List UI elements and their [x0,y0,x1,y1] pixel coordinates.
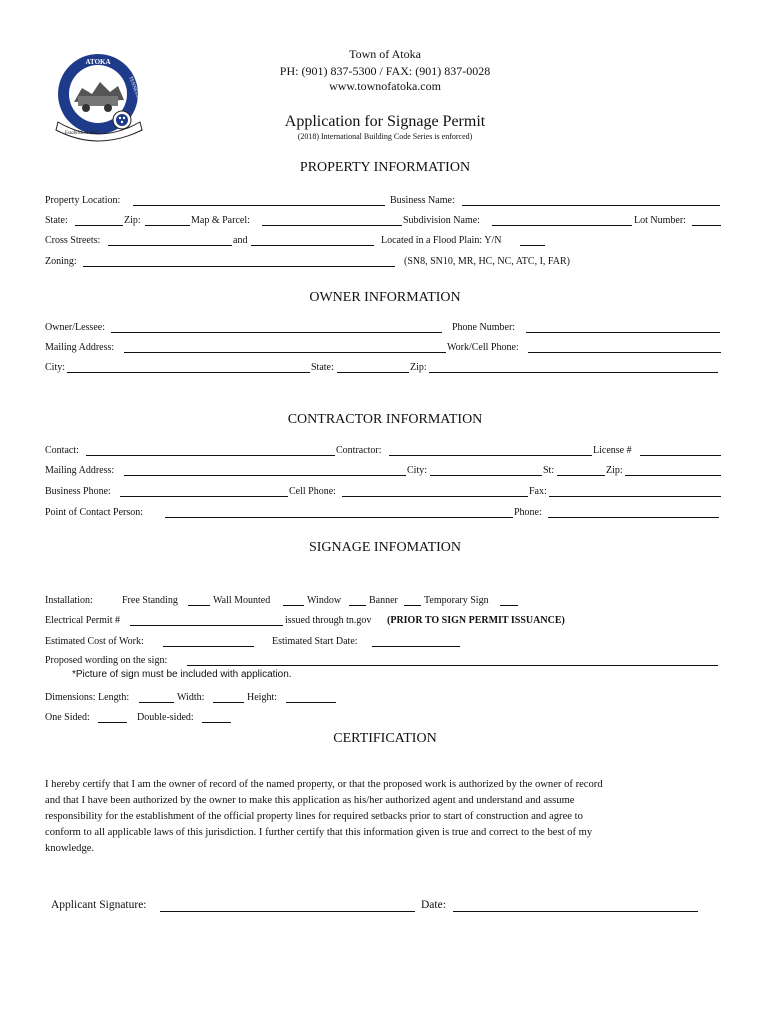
owner-city-field[interactable] [67,362,310,373]
estimated-cost-label: Estimated Cost of Work: [45,636,144,647]
zoning-label: Zoning: [45,256,77,267]
contact-phone-label: Phone: [514,507,542,518]
owner-mailing-label: Mailing Address: [45,342,115,353]
window-field[interactable] [349,595,366,606]
owner-zip-label: Zip: [410,362,427,373]
section-certification-heading: CERTIFICATION [333,731,437,746]
contact-field[interactable] [86,445,335,456]
fax-label: Fax: [529,486,547,497]
banner-field[interactable] [404,595,421,606]
estimated-cost-field[interactable] [163,636,254,647]
page-subtitle: (2018) International Building Code Series is enforced) [297,132,473,141]
business-name-label: Business Name: [390,195,455,206]
logo-top-text: ATOKA [85,58,111,66]
dimensions-length-label: Dimensions: Length: [45,692,130,703]
map-parcel-label: Map & Parcel: [191,215,250,226]
flood-plain-field[interactable] [520,235,545,246]
window-label: Window [307,595,342,606]
owner-phone-label: Phone Number: [452,322,516,333]
zip-label: Zip: [124,215,141,226]
contact-phone-field[interactable] [548,507,719,518]
lot-number-label: Lot Number: [634,215,686,226]
cell-phone-label: Cell Phone: [289,486,336,497]
wall-mounted-label: Wall Mounted [213,595,271,606]
certification-line: and that I have been authorized by the owner to make this application as his/her authorized agent and understand and assume [45,795,575,806]
owner-lessee-field[interactable] [111,322,442,333]
phone-fax: PH: (901) 837-5300 / FAX: (901) 837-0028 [279,64,491,78]
certification-line: responsibility for the establishment of the official property lines for required setbacks prior to start of construction and agree to [45,811,583,822]
website: www.townofatoka.com [329,79,441,93]
owner-zip-field[interactable] [429,362,718,373]
owner-state-label: State: [311,362,334,373]
free-standing-field[interactable] [188,595,210,606]
proposed-wording-field[interactable] [187,655,718,666]
certification-line: I hereby certify that I am the owner of record of the named property, or that the proposed work is authorized by the owner of record [45,779,603,790]
zoning-options: (SN8, SN10, MR, HC, NC, ATC, I, FAR) [404,256,570,267]
logo-right-text: TENNESSEE [127,75,142,104]
owner-mailing-field[interactable] [124,342,446,353]
temporary-sign-label: Temporary Sign [424,595,489,606]
point-of-contact-field[interactable] [165,507,513,518]
electrical-permit-label: Electrical Permit # [45,615,120,626]
zoning-field[interactable] [83,256,395,267]
height-field[interactable] [286,692,336,703]
electrical-permit-field[interactable] [130,615,283,626]
proposed-wording-label: Proposed wording on the sign: [45,655,168,666]
cross-streets-label: Cross Streets: [45,235,101,246]
property-location-field[interactable] [133,195,385,206]
zip-field[interactable] [145,215,190,226]
business-name-field[interactable] [462,195,720,206]
section-owner-heading: OWNER INFORMATION [309,290,461,305]
business-phone-label: Business Phone: [45,486,111,497]
contractor-field[interactable] [389,445,592,456]
section-property-heading: PROPERTY INFORMATION [299,160,471,175]
business-phone-field[interactable] [120,486,288,497]
subdivision-label: Subdivision Name: [403,215,480,226]
prior-issuance-note: (PRIOR TO SIGN PERMIT ISSUANCE) [387,615,565,626]
contractor-st-label: St: [543,465,555,476]
contractor-city-label: City: [407,465,428,476]
owner-work-cell-field[interactable] [528,342,721,353]
logo-banner-text: Established 1872 [64,131,100,136]
signature-date-field[interactable] [453,901,698,912]
applicant-signature-label: Applicant Signature: [51,899,147,911]
certification-text [45,777,725,857]
fax-field[interactable] [549,486,721,497]
point-of-contact-label: Point of Contact Person: [45,507,144,518]
town-name: Town of Atoka [349,47,421,61]
contractor-st-field[interactable] [557,465,605,476]
contractor-city-field[interactable] [430,465,542,476]
state-label: State: [45,215,68,226]
one-sided-field[interactable] [98,712,127,723]
temporary-sign-field[interactable] [500,595,518,606]
width-field[interactable] [213,692,244,703]
banner-label: Banner [369,595,398,606]
section-signage-heading: SIGNAGE INFOMATION [308,540,462,555]
contractor-mailing-label: Mailing Address: [45,465,115,476]
lot-number-field[interactable] [692,215,721,226]
license-label: License # [593,445,632,456]
contractor-zip-field[interactable] [625,465,721,476]
flood-plain-label: Located in a Flood Plain: Y/N [381,235,502,246]
subdivision-field[interactable] [492,215,632,226]
cross-street-2-field[interactable] [251,235,374,246]
installation-label: Installation: [45,595,93,606]
wall-mounted-field[interactable] [283,595,304,606]
and-label: and [233,235,248,246]
certification-line: knowledge. [45,843,95,854]
contractor-mailing-field[interactable] [124,465,406,476]
state-field[interactable] [75,215,123,226]
estimated-start-label: Estimated Start Date: [272,636,358,647]
owner-lessee-label: Owner/Lessee: [45,322,105,333]
one-sided-label: One Sided: [45,712,90,723]
page-title: Application for Signage Permit [284,113,486,130]
owner-phone-field[interactable] [526,322,720,333]
cross-street-1-field[interactable] [108,235,232,246]
estimated-start-field[interactable] [372,636,460,647]
height-label: Height: [247,692,277,703]
picture-note: *Picture of sign must be included with application. [72,669,292,680]
length-field[interactable] [139,692,174,703]
property-location-label: Property Location: [45,195,121,206]
map-parcel-field[interactable] [262,215,402,226]
certification-line: conform to all applicable laws of this jurisdiction. I further certify that this information given is true and correct to the best of my [45,827,593,838]
signature-date-label: Date: [421,899,446,911]
section-contractor-heading: CONTRACTOR INFORMATION [287,412,483,427]
owner-work-cell-label: Work/Cell Phone: [447,342,519,353]
contractor-label: Contractor: [336,445,382,456]
free-standing-label: Free Standing [122,595,178,606]
owner-city-label: City: [45,362,66,373]
double-sided-field[interactable] [202,712,231,723]
double-sided-label: Double-sided: [137,712,194,723]
owner-state-field[interactable] [337,362,409,373]
applicant-signature-field[interactable] [160,901,415,912]
issued-through-label: issued through tn.gov [285,615,372,626]
contact-label: Contact: [45,445,79,456]
license-field[interactable] [640,445,721,456]
cell-phone-field[interactable] [342,486,528,497]
contractor-zip-label: Zip: [606,465,623,476]
width-label: Width: [177,692,205,703]
